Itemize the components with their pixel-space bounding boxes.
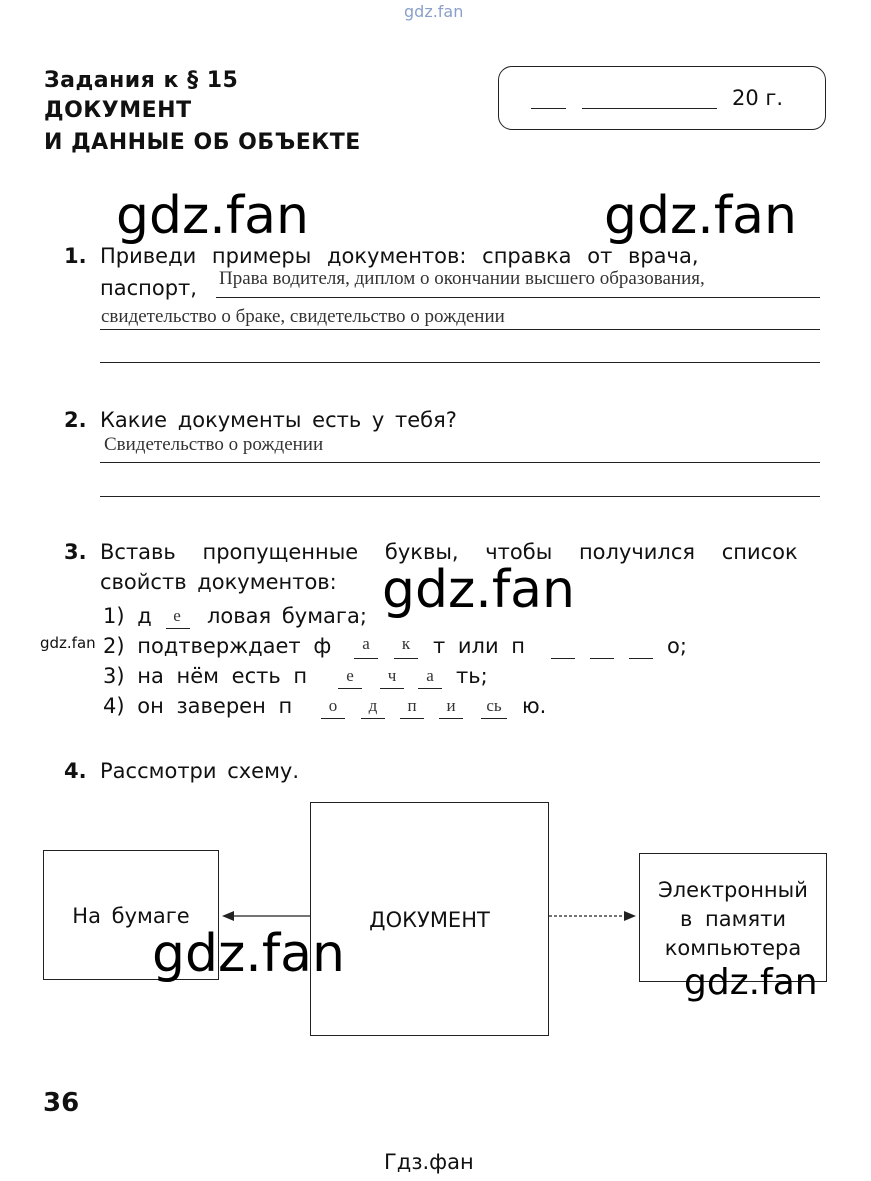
task4-number: 4. [64, 759, 87, 783]
task3-number: 3. [64, 540, 87, 564]
letter-blank [418, 688, 442, 689]
filled-letter: о [328, 696, 338, 715]
diagram-label-document: ДОКУМЕНТ [369, 908, 490, 932]
task3-text: Вставь пропущенные буквы, чтобы получился список [100, 540, 798, 564]
letter-blank [439, 718, 463, 719]
task3-item2: 2) подтверждает ф [103, 634, 332, 658]
letter-blank [590, 658, 614, 659]
task4-text: Рассмотри схему. [100, 759, 300, 783]
letter-blank [354, 658, 378, 659]
task3-item4-end: ю. [522, 694, 547, 718]
task1-number: 1. [64, 244, 87, 268]
arrow-to-electronic [549, 911, 636, 921]
answer-line [100, 496, 820, 497]
watermark: gdz.fan [116, 186, 309, 246]
date-suffix: 20 г. [732, 86, 784, 110]
filled-letter: а [426, 666, 434, 685]
letter-blank [166, 628, 190, 629]
task2-answer: Свидетельство о рождении [104, 434, 324, 455]
task3-item1-end: ловая бумага; [207, 604, 367, 628]
filled-letter: е [346, 666, 354, 685]
letter-blank [338, 688, 362, 689]
answer-line [100, 362, 820, 363]
diagram-label-electronic: Электронный [658, 878, 808, 902]
diagram-label-paper: На бумаге [72, 904, 190, 928]
diagram-label-electronic: в памяти [679, 907, 786, 931]
watermark: gdz.fan [152, 924, 345, 984]
task2-number: 2. [64, 408, 87, 432]
letter-blank [400, 718, 424, 719]
task2-text: Какие документы есть у тебя? [100, 408, 457, 432]
filled-letter: ч [387, 666, 397, 685]
letter-blank [551, 658, 575, 659]
watermark: gdz.fan [684, 962, 818, 1003]
answer-line [100, 329, 820, 330]
task1-answer: Права водителя, диплом о окончании высшего образования, [219, 268, 705, 289]
task3-item2-mid: т или п [433, 634, 526, 658]
answer-line [100, 462, 820, 463]
section-label: Задания к § 15 [44, 68, 239, 93]
page-title-line1: ДОКУМЕНТ [44, 98, 192, 123]
date-month-blank [582, 108, 717, 109]
date-day-blank [531, 108, 566, 109]
filled-letter: д [368, 696, 378, 715]
filled-letter: к [401, 634, 411, 653]
task1-answer: свидетельство о браке, свидетельство о рождении [101, 306, 505, 327]
answer-line [216, 297, 820, 298]
top-watermark: gdz.fan [404, 2, 464, 21]
arrow-to-paper [222, 911, 310, 921]
filled-letter: и [446, 696, 456, 715]
small-watermark: gdz.fan [40, 634, 96, 652]
watermark: gdz.fan [604, 186, 797, 246]
task1-text: Приведи примеры документов: справка от врача, [100, 244, 699, 268]
task1-text-cont: паспорт, [100, 276, 197, 300]
page-title-line2: И ДАННЫЕ ОБ ОБЪЕКТЕ [44, 130, 361, 155]
filled-letter: сь [486, 696, 502, 715]
task3-item3-end: ть; [456, 664, 488, 688]
letter-blank [481, 718, 507, 719]
task3-text-cont: свойств документов: [100, 570, 337, 594]
task3-item4: 4) он заверен п [103, 694, 293, 718]
filled-letter: п [407, 696, 417, 715]
task3-item3: 3) на нём есть п [103, 664, 308, 688]
filled-letter: а [362, 634, 370, 653]
task3-item2-end: о; [667, 634, 687, 658]
footer-text: Гдз.фан [384, 1150, 474, 1174]
letter-blank [394, 658, 418, 659]
watermark: gdz.fan [382, 560, 575, 620]
task3-item1: 1) д [103, 604, 152, 628]
filled-letter: е [173, 606, 181, 625]
diagram-label-electronic: компьютера [664, 936, 802, 960]
page-number: 36 [43, 1088, 80, 1118]
letter-blank [629, 658, 653, 659]
letter-blank [380, 688, 404, 689]
letter-blank [321, 718, 345, 719]
letter-blank [361, 718, 385, 719]
